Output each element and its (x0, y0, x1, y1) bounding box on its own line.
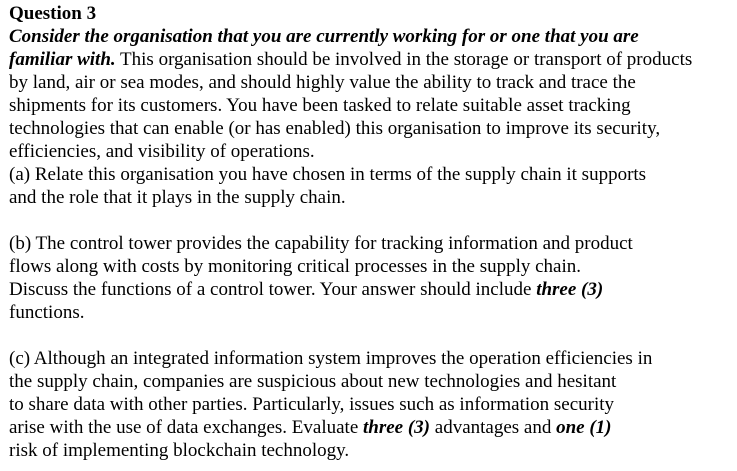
intro-line-1: Consider the organisation that you are currently working for or one that you are (9, 26, 639, 47)
part-c-line-1: (c) Although an integrated information system improves the operation efficiencies in (9, 348, 653, 369)
part-c-emphasis-advantages: three (3) (363, 417, 431, 438)
part-c-line-2: the supply chain, companies are suspicious about new technologies and hesitant (9, 371, 617, 392)
part-a (9, 163, 735, 209)
intro-emphasis: familiar with. (9, 49, 116, 70)
part-b-line-3 (9, 278, 735, 301)
intro-line-4: shipments for its customers. You have been tasked to relate suitable asset tracking (9, 95, 631, 116)
part-c-line-4-mid: advantages and (430, 417, 557, 438)
part-b-line-2: flows along with costs by monitoring critical processes in the supply chain. (9, 256, 582, 277)
question-title: Question 3 (9, 3, 97, 24)
intro-line-3: by land, air or sea modes, and should highly value the ability to track and trace the (9, 72, 636, 93)
part-b-line-4: functions. (9, 302, 85, 323)
part-b (9, 232, 735, 324)
part-c-line-4 (9, 416, 735, 439)
part-c-line-3: to share data with other parties. Particularly, issues such as information security (9, 394, 615, 415)
paragraph-gap (9, 209, 735, 232)
part-c-line-4-text: arise with the use of data exchanges. Evaluate (9, 417, 363, 438)
question-document (9, 2, 735, 462)
intro-line-2 (9, 48, 735, 71)
part-a-line-1: (a) Relate this organisation you have chosen in terms of the supply chain it supports (9, 164, 647, 185)
paragraph-gap (9, 324, 735, 347)
part-a-line-2: and the role that it plays in the supply chain. (9, 187, 346, 208)
part-b-emphasis: three (3) (536, 279, 604, 300)
part-b-line-1: (b) The control tower provides the capability for tracking information and product (9, 233, 633, 254)
part-c-emphasis-risk: one (1) (556, 417, 612, 438)
part-b-line-3-text: Discuss the functions of a control tower. Your answer should include (9, 279, 537, 300)
intro-line-5: technologies that can enable (or has enabled) this organisation to improve its security, (9, 118, 661, 139)
intro-paragraph (9, 25, 735, 163)
part-c (9, 347, 735, 462)
part-c-line-5: risk of implementing blockchain technology. (9, 440, 350, 461)
intro-line-6: efficiencies, and visibility of operations. (9, 141, 315, 162)
intro-line-2-text: This organisation should be involved in the storage or transport of products (115, 49, 693, 70)
